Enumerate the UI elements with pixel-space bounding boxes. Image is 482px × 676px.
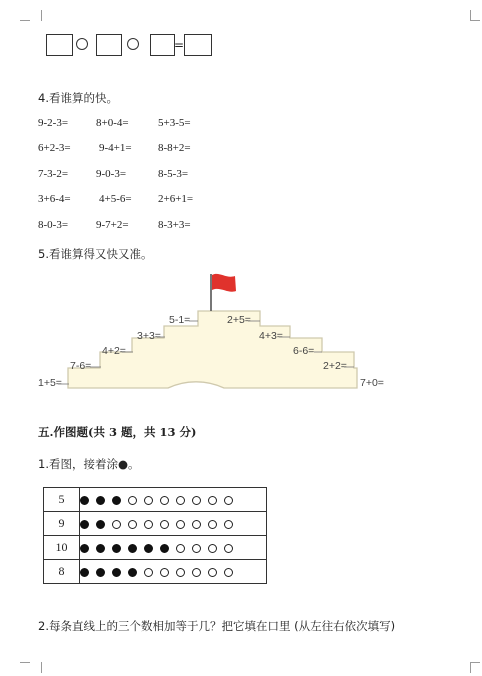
corner-mark-top-left [30, 10, 42, 21]
empty-dot[interactable] [192, 544, 201, 553]
q4-problem: 9-2-3= [38, 117, 69, 129]
filled-dot [96, 544, 105, 553]
empty-dot[interactable] [192, 520, 201, 529]
corner-mark-bottom-right-h [470, 662, 480, 663]
empty-dot[interactable] [224, 520, 233, 529]
q4-problem: 8-3+3= [158, 219, 191, 231]
corner-mark-bottom-left [30, 662, 42, 673]
empty-dot[interactable] [128, 520, 137, 529]
empty-dot[interactable] [208, 544, 217, 553]
filled-dot [128, 568, 137, 577]
filled-dot [112, 544, 121, 553]
q4-problem: 8-0-3= [38, 219, 69, 231]
stair-label-5: 5-1= [169, 314, 191, 326]
q4-problem: 9-0-3= [96, 168, 127, 180]
filled-dot [80, 544, 89, 553]
empty-dot[interactable] [144, 568, 153, 577]
stair-label-8: 6-6= [293, 345, 315, 357]
empty-dot[interactable] [160, 496, 169, 505]
filled-dot [112, 568, 121, 577]
empty-dot[interactable] [208, 568, 217, 577]
dot-table [43, 487, 267, 584]
corner-mark-bottom-right [470, 662, 482, 673]
empty-dot[interactable] [176, 520, 185, 529]
q4-problem: 5+3-5= [158, 117, 191, 129]
equals-sign: = [174, 38, 185, 52]
flag-icon [212, 274, 236, 292]
target-number: 8 [44, 560, 80, 584]
empty-dot[interactable] [128, 496, 137, 505]
dot-cell [80, 536, 267, 560]
q4-title: 4.看谁算的快。 [38, 91, 118, 105]
q4-problem: 4+5-6= [99, 193, 132, 205]
stair-label-10: 7+0= [360, 377, 384, 389]
dot-cell [80, 512, 267, 536]
q4-problem: 7-3-2= [38, 168, 69, 180]
stair-label-1: 1+5= [38, 377, 62, 389]
empty-dot[interactable] [112, 520, 121, 529]
q4-problem: 3+6-4= [38, 193, 71, 205]
answer-box[interactable] [96, 34, 122, 56]
draw2-title: 2.每条直线上的三个数相加等于几？把它填在口里 (从左往右依次填写) [38, 619, 396, 633]
bridge-svg [38, 268, 394, 398]
filled-dot [144, 544, 153, 553]
filled-dot [80, 520, 89, 529]
filled-dot [96, 568, 105, 577]
answer-box[interactable] [46, 34, 73, 56]
corner-mark-top-left-h [20, 20, 30, 21]
dot-row [44, 488, 267, 512]
q5-title: 5.看谁算得又快又准。 [38, 247, 153, 261]
target-number: 9 [44, 512, 80, 536]
answer-box[interactable] [150, 34, 175, 56]
corner-mark-top-right-h [470, 20, 480, 21]
q4-problem: 8+0-4= [96, 117, 129, 129]
q4-problem: 8-5-3= [158, 168, 189, 180]
q4-problem: 9-7+2= [96, 219, 129, 231]
dot-cell [80, 488, 267, 512]
section-title: 五.作图题(共 3 题，共 13 分) [38, 425, 197, 439]
empty-dot[interactable] [208, 520, 217, 529]
empty-dot[interactable] [144, 520, 153, 529]
q4-problem: 8-8+2= [158, 142, 191, 154]
target-number: 10 [44, 536, 80, 560]
empty-dot[interactable] [176, 544, 185, 553]
dot-row [44, 512, 267, 536]
target-number: 5 [44, 488, 80, 512]
empty-dot[interactable] [160, 568, 169, 577]
empty-dot[interactable] [192, 496, 201, 505]
draw1-title: 1.看图，接着涂●。 [38, 457, 140, 471]
q4-problem: 6+2-3= [38, 142, 71, 154]
filled-dot [96, 520, 105, 529]
stair-label-3: 4+2= [102, 345, 126, 357]
answer-box[interactable] [184, 34, 212, 56]
stair-label-9: 2+2= [323, 360, 347, 372]
empty-dot[interactable] [160, 520, 169, 529]
stair-label-7: 4+3= [259, 330, 283, 342]
empty-dot[interactable] [224, 496, 233, 505]
filled-dot [112, 496, 121, 505]
dot-cell [80, 560, 267, 584]
bridge-staircase-figure [38, 268, 394, 398]
filled-dot [160, 544, 169, 553]
compare-circle[interactable] [127, 38, 139, 50]
stair-label-6: 2+5= [227, 314, 251, 326]
filled-dot [128, 544, 137, 553]
empty-dot[interactable] [224, 544, 233, 553]
q4-problem: 2+6+1= [158, 193, 194, 205]
corner-mark-bottom-left-h [20, 662, 30, 663]
filled-dot [80, 496, 89, 505]
empty-dot[interactable] [176, 496, 185, 505]
empty-dot[interactable] [144, 496, 153, 505]
filled-dot [80, 568, 89, 577]
q4-problem: 9-4+1= [99, 142, 132, 154]
stair-label-4: 3+3= [137, 330, 161, 342]
dot-row [44, 560, 267, 584]
filled-dot [96, 496, 105, 505]
empty-dot[interactable] [224, 568, 233, 577]
stair-label-2: 7-6= [70, 360, 92, 372]
dot-row [44, 536, 267, 560]
compare-circle[interactable] [76, 38, 88, 50]
empty-dot[interactable] [192, 568, 201, 577]
empty-dot[interactable] [208, 496, 217, 505]
empty-dot[interactable] [176, 568, 185, 577]
